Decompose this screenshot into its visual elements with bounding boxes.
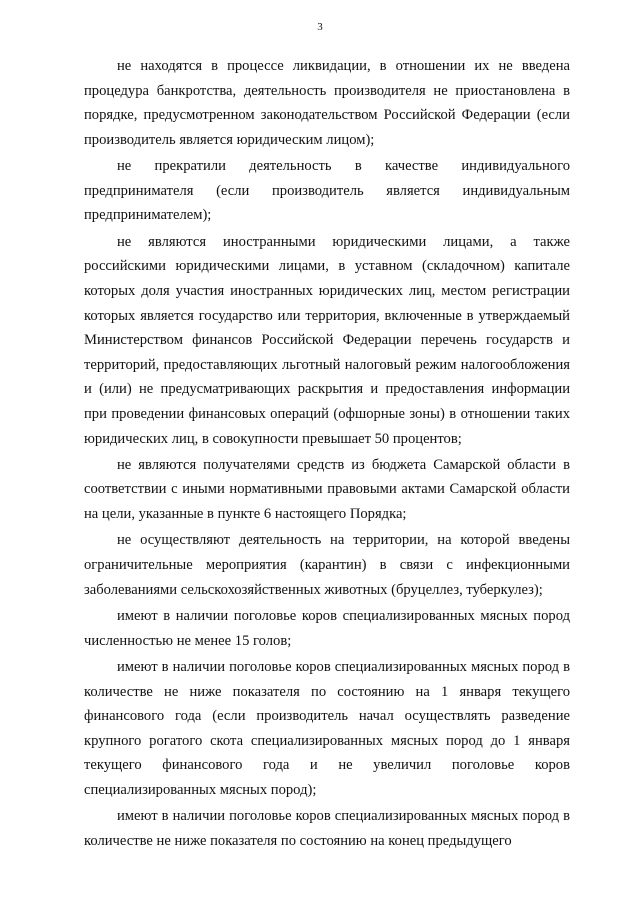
paragraph-not-budget-recipients: не являются получателями средств из бюджета Самарской области в соответствии с иными нормативными правовыми актами Самарской области на цели, указанные в пункте 6 настоящего Порядка; <box>84 456 570 523</box>
document-body <box>84 54 570 855</box>
paragraph-herd-not-below-january: имеют в наличии поголовье коров специализированных мясных пород в количестве не ниже показателя по состоянию на 1 января текущего финансового года (если производитель начал осуществлять разведение крупного рогатого скота специализированных мясных пород до 1 января текущего финансового года и не увеличил поголовье коров специализированных мясных пород); <box>84 659 570 798</box>
paragraph-not-foreign-entities: не являются иностранными юридическими лицами, а также российскими юридическими лицами, в уставном (складочном) капитале которых доля участия иностранных юридических лиц, местом регистрации которых является государство или территория, включенные в утверждаемый Министерством финансов Российской Федерации перечень государств и территорий, предоставляющих льготный налоговый режим налогообложения и (или) не предусматривающих раскрытия и предоставления информации при проведении финансовых операций (офшорные зоны) в отношении таких юридических лиц, в совокупности превышает 50 процентов; <box>84 233 570 447</box>
paragraph-not-ceased-activity: не прекратили деятельность в качестве индивидуального предпринимателя (если производитель является индивидуальным предпринимателем); <box>84 158 570 224</box>
paragraph-herd-not-below-year-end: имеют в наличии поголовье коров специализированных мясных пород в количестве не ниже показателя по состоянию на конец предыдущего <box>84 808 570 849</box>
paragraph-not-in-liquidation: не находятся в процессе ликвидации, в отношении их не введена процедура банкротства, деятельность производителя не приостановлена в порядке, предусмотренном законодательством Российской Федерации (если производитель является юридическим лицом); <box>84 58 570 148</box>
page-number: 3 <box>317 21 323 33</box>
paragraph-min-herd-size: имеют в наличии поголовье коров специализированных мясных пород численностью не менее 15 голов; <box>84 608 570 649</box>
paragraph-no-quarantine: не осуществляют деятельность на территории, на которой введены ограничительные мероприятия (карантин) в связи с инфекционными заболеваниями сельскохозяйственных животных (бруцеллез, туберкулез); <box>84 532 570 598</box>
